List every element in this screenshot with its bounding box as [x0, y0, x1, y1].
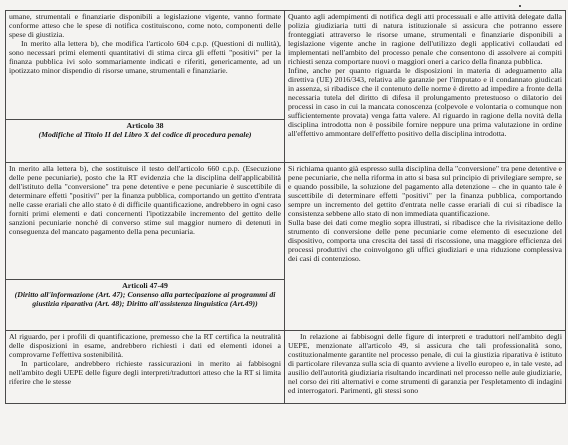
paragraph: Sulla base dei dati come meglio sopra illustrati, si ribadisce che la rivisitazione dello strumento di conversione delle pene pecuniarie come elemento di esecuzione del dispositivo, comporta una crescita dei tassi di riscossione, una maggiore efficienza dei processi produttivi che coinvolgono gli uffici giudiziari e una riduzione complessiva dei casi di contenzioso. [288, 218, 562, 263]
paragraph: Al riguardo, per i profili di quantificazione, premesso che la RT certifica la neutralità delle disposizioni in esame, andrebbero richiesti i dati ed elementi idonei a comprovarne l'effettiva sostenibilità. [9, 332, 281, 359]
paragraph: In merito alla lettera b), che modifica l'articolo 604 c.p.p. (Questioni di nullità), sono necessari primi elementi quantitativi di stima circa gli effetti "positivi" per la finanza pubblica ivi solo sommariamente indicati e riferiti, genericamente, ad un ipotizzato minor dispendio di risorse umane, strumentali e finanziarie. [9, 39, 281, 75]
paragraph: Infine, anche per quanto riguarda le disposizioni in materia di adeguamento alla direttiva (UE) 2016/343, relativa alle garanzie per l'imputato e il condannato giudicati in assenza, si ribadisce che il contenuto delle norme è diretto ad impedire a fronte della necessaria tutela del diritto di difesa il prolungamento pretestuoso o dilatorio dei processi in caso in cui la mancata conoscenza (colpevole e volontaria o comunque non sufficientemente provata) venga fatta valere. Al riguardo in ragione della novità della disciplina introdotta non è possibile fornire neppure una prima valutazione in ordine all'effettivo ammontare dell'effetto positivo della disciplina introdotta. [288, 66, 562, 138]
table-row [6, 11, 566, 120]
right-cell [285, 163, 566, 331]
paragraph: Quanto agli adempimenti di notifica degli atti processuali e alle attività delegate dalla polizia giudiziaria tutti di natura istituzionale si assicura che potranno essere fronteggiati attraverso le risorse umane, strumentali e finanziarie disponibili a legislazione vigente anche in ragione dell'utilizzo degli applicativi collaudati ed implementati nell'ambito del processo penale che consentono di assolvere ai compiti richiesti senza comportare nuovi o maggiori oneri a carico della finanza pubblica. [288, 12, 562, 66]
left-cell [6, 163, 285, 280]
paragraph: In relazione ai fabbisogni delle figure di interpreti e traduttori nell'ambito degli UEPE, menzionate all'articolo 49, si assicura che tali professionalità sono, costituzionalmente garantite nel processo penale, di cui la giustizia riparativa è istituto di particolare rilevanza sulla scia di quanto avviene a livello europeo e, in tale veste, ad ausilio dell'autorità giudiziaria risultando incardinati nel processo nelle aule giudiziarie, nel corso dei riti alternativi e come strumenti di garanzia per l'espletamento di indagini ed interrogatori. Parimenti, gli stessi sono [288, 332, 562, 395]
table-row [6, 331, 566, 404]
left-cell [6, 331, 285, 404]
paragraph: umane, strumentali e finanziarie disponibili a legislazione vigente, vanno formate conforme atteso che le spese di notifica costituiscono, come noto, componenti delle spese di giustizia. [9, 12, 281, 39]
article-heading [6, 280, 285, 331]
comparison-table [5, 10, 566, 404]
right-cell [285, 331, 566, 404]
paragraph: In particolare, andrebbero richieste rassicurazioni in merito ai fabbisogni nell'ambito degli UEPE delle figure degli interpreti/traduttori atteso che la RT si limita riferire che le stesse [9, 359, 281, 386]
paragraph: Si richiama quanto già espresso sulla disciplina della "conversione" tra pene detentive e pene pecuniarie, che nella riforma in atto si basa sul principio di privilegiare sempre, se e quando possibile, la soluzione del pagamento alla detenzione – che in quanto tale è suscettibile di determinare effetti "positivi" per la finanza pubblica, comportando sempre un incremento del gettito d'entrata nelle casse erariali di cui si ribadisce la consistenza sebbene allo stato di non immediata quantificazione. [288, 164, 562, 218]
article-subtitle: (Diritto all'informazione (Art. 47); Consenso alla partecipazione ai programmi di giustizia riparativa (Art. 48); Diritto all'assistenza linguistica (Art.49)) [14, 290, 276, 308]
scan-mark [519, 5, 521, 7]
table-row [6, 163, 566, 280]
article-title: Articoli 47-49 [122, 281, 168, 290]
article-title: Articolo 38 [126, 121, 164, 130]
right-cell [285, 11, 566, 163]
paragraph: In merito alla lettera b), che sostituisce il testo dell'articolo 660 c.p.p. (Esecuzione delle pene pecuniarie), posto che la RT evidenzia che la disciplina dell'applicabilità dell'istituto della "conversione" tra pene detentive e pene pecuniarie è suscettibile di determinare effetti "positivi" per la finanza pubblica, comportando un gettito d'entrata nelle casse erariali che allo stato è di difficile quantificazione, andrebbero in ogni caso forniti primi elementi e dati concernenti l'ipotizzabile incremento del gettito delle sanzioni pecuniarie nonché di converso stime sul maggior numero di detenuti in conseguenza del mancato pagamento della pena pecuniaria. [9, 164, 281, 236]
article-heading [6, 120, 285, 163]
article-subtitle: (Modifiche al Titolo II del Libro X del codice di procedura penale) [38, 130, 252, 139]
left-cell [6, 11, 285, 120]
